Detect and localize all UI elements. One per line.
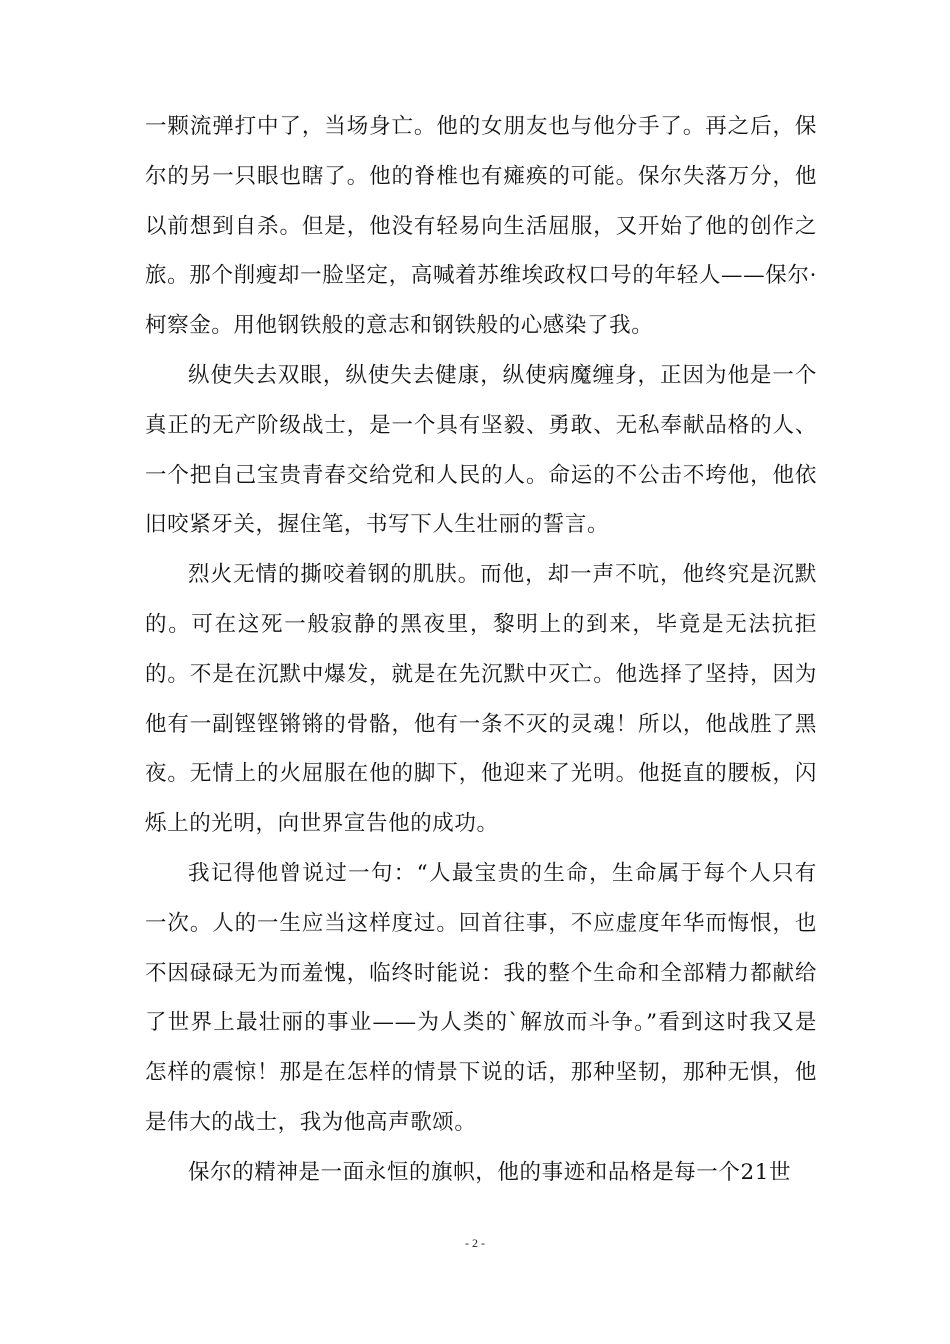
paragraph-5: 保尔的精神是一面永恒的旗帜，他的事迹和品格是每一个21世 <box>188 1159 792 1185</box>
paragraph-3: 烈火无情的撕咬着钢的肌肤。而他，却一声不吭，他终究是沉默的。可在这死一般寂静的黑夜里，黎明上的到来，毕竟是无法抗拒的。不是在沉默中爆发，就是在先沉默中灭亡。他选择了坚持，因为他有一副铿铿锵锵的骨骼，他有一条不灭的灵魂！所以，他战胜了黑夜。无情上的火屈服在他的脚下，他迎来了光明。他挺直的腰板，闪烁上的光明，向世界宣告他的成功。 <box>145 562 817 837</box>
document-body <box>145 102 817 1198</box>
page-number: - 2 - <box>465 1236 485 1250</box>
paragraph-1: 一颗流弹打中了，当场身亡。他的女朋友也与他分手了。再之后，保尔的另一只眼也瞎了。他的脊椎也有瘫痪的可能。保尔失落万分，他以前想到自杀。但是，他没有轻易向生活屈服，又开始了他的创作之旅。那个削瘦却一脸坚定，高喊着苏维埃政权口号的年轻人——保尔·柯察金。用他钢铁般的意志和钢铁般的心感染了我。 <box>145 114 817 339</box>
paragraph-2: 纵使失去双眼，纵使失去健康，纵使病魔缠身，正因为他是一个真正的无产阶级战士，是一个具有坚毅、勇敢、无私奉献品格的人、一个把自己宝贵青春交给党和人民的人。命运的不公击不垮他，他依旧咬紧牙关，握住笔，书写下人生壮丽的誓言。 <box>145 362 817 538</box>
paragraph-4: 我记得他曾说过一句：“人最宝贵的生命，生命属于每个人只有一次。人的一生应当这样度过。回首往事，不应虚度年华而悔恨，也不因碌碌无为而羞愧，临终时能说：我的整个生命和全部精力都献给了世界上最壮丽的事业——为人类的`解放而斗争。”看到这时我又是怎样的震惊！那是在怎样的情景下说的话，那种坚韧，那种无惧，他是伟大的战士，我为他高声歌颂。 <box>145 860 817 1135</box>
